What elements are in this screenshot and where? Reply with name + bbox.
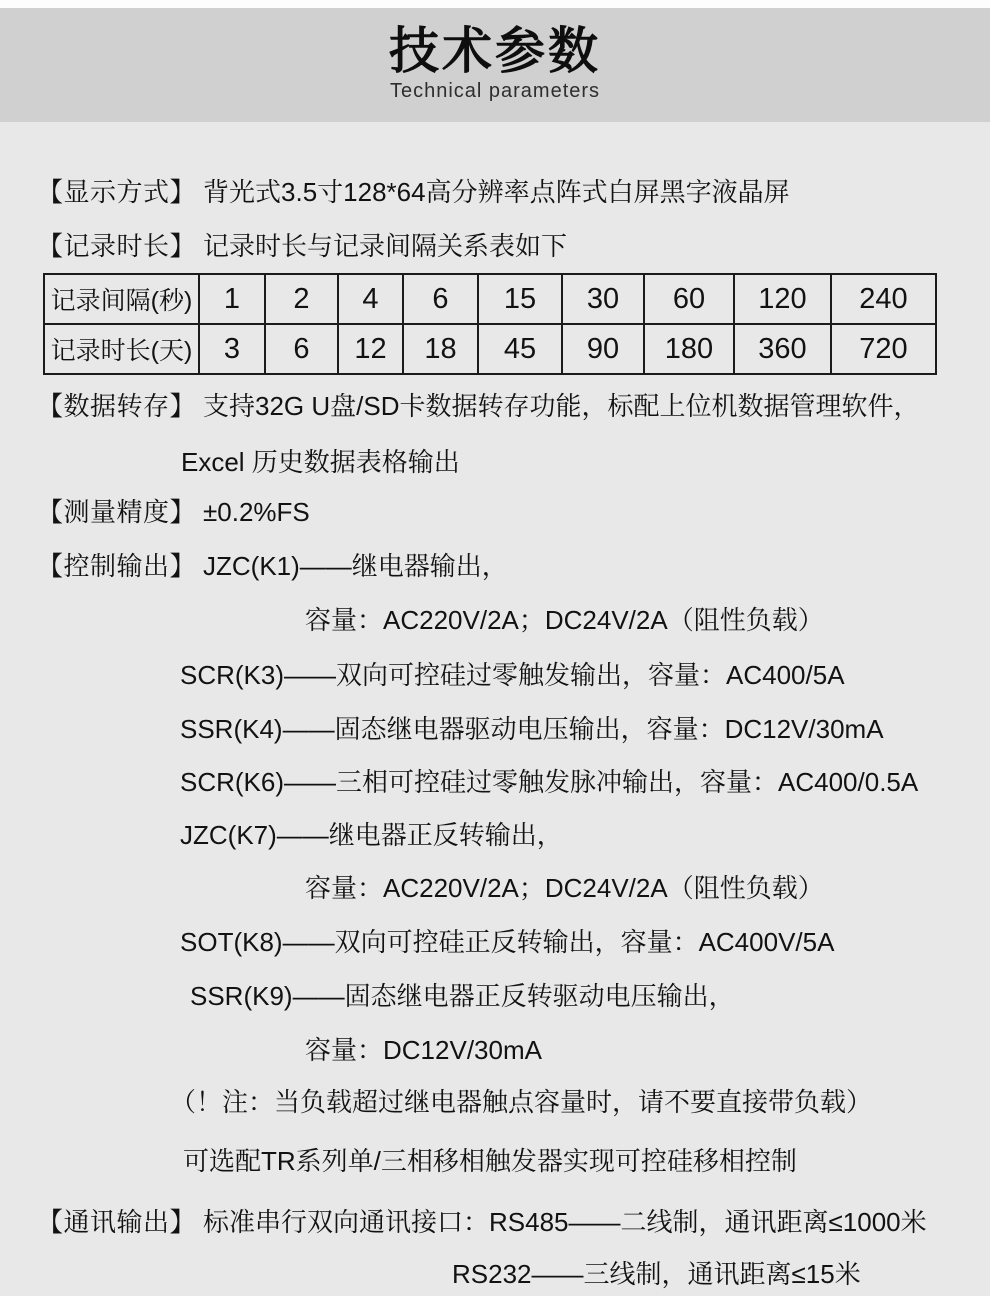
table-row-interval: [44, 274, 936, 324]
spec-control-output: [37, 552, 508, 582]
duration-cell: 45: [478, 324, 562, 374]
page-subtitle: Technical parameters: [389, 80, 601, 102]
control-k9-line: SSR(K9)——固态继电器正反转驱动电压输出，: [190, 981, 735, 1011]
control-k7-capacity: 容量：AC220V/2A；DC24V/2A（阻性负载）: [305, 873, 824, 903]
control-load-note: （！注：当负载超过继电器触点容量时，请不要直接带负载）: [170, 1087, 873, 1117]
control-optional-tr: 可选配TR系列单/三相移相触发器实现可控硅移相控制: [183, 1146, 797, 1176]
spec-accuracy-text: ±0.2%FS: [203, 497, 310, 527]
spec-control-label: 【控制输出】: [37, 551, 197, 581]
control-k4-line: SSR(K4)——固态继电器驱动电压输出，容量：DC12V/30mA: [180, 714, 884, 744]
duration-cell: 3: [199, 324, 265, 374]
duration-cell: 180: [644, 324, 734, 374]
table-row-duration: [44, 324, 936, 374]
comm-rs232-line: RS232——三线制，通讯距离≤15米: [452, 1259, 861, 1289]
spec-record-label: 【记录时长】: [37, 231, 197, 261]
spec-transfer-label: 【数据转存】: [37, 391, 197, 421]
interval-cell: 30: [562, 274, 644, 324]
control-k3-line: SCR(K3)——双向可控硅过零触发输出，容量：AC400/5A: [180, 660, 845, 690]
interval-cell: 60: [644, 274, 734, 324]
spec-display-text: 背光式3.5寸128*64高分辨率点阵式白屏黑字液晶屏: [203, 177, 790, 207]
comm-rs485-text: 标准串行双向通讯接口：RS485——二线制，通讯距离≤1000米: [203, 1207, 927, 1237]
spec-display-label: 【显示方式】: [37, 177, 197, 207]
spec-accuracy: [37, 498, 310, 528]
spec-excel-output: Excel 历史数据表格输出: [181, 447, 460, 477]
interval-cell: 2: [265, 274, 338, 324]
spec-comm-output: [37, 1208, 927, 1238]
control-k6-line: SCR(K6)——三相可控硅过零触发脉冲输出，容量：AC400/0.5A: [180, 767, 919, 797]
spec-comm-label: 【通讯输出】: [37, 1207, 197, 1237]
row-header-cell: 记录间隔(秒): [44, 274, 199, 324]
interval-cell: 4: [338, 274, 403, 324]
spec-record-text: 记录时长与记录间隔关系表如下: [203, 231, 568, 261]
control-k9-capacity: 容量：DC12V/30mA: [305, 1035, 542, 1065]
row-header-cell: 记录时长(天): [44, 324, 199, 374]
page-title: 技术参数: [389, 23, 601, 79]
spec-data-transfer: [37, 392, 920, 422]
top-white-strip: [0, 0, 990, 8]
duration-cell: 360: [734, 324, 831, 374]
duration-cell: 18: [403, 324, 478, 374]
duration-cell: 6: [265, 324, 338, 374]
header-banner: [0, 8, 990, 122]
spec-accuracy-label: 【测量精度】: [37, 497, 197, 527]
control-k8-line: SOT(K8)——双向可控硅正反转输出，容量：AC400V/5A: [180, 927, 835, 957]
duration-cell: 720: [831, 324, 936, 374]
control-k1-capacity: 容量：AC220V/2A；DC24V/2A（阻性负载）: [305, 605, 824, 635]
spec-record-duration: [37, 232, 567, 262]
control-k7-line: JZC(K7)——继电器正反转输出，: [180, 820, 563, 850]
interval-cell: 1: [199, 274, 265, 324]
spec-display-mode: [37, 178, 790, 208]
interval-cell: 6: [403, 274, 478, 324]
record-interval-table: [43, 273, 937, 375]
interval-cell: 240: [831, 274, 936, 324]
control-k1-text: JZC(K1)——继电器输出，: [203, 551, 508, 581]
interval-cell: 15: [478, 274, 562, 324]
interval-cell: 120: [734, 274, 831, 324]
duration-cell: 12: [338, 324, 403, 374]
duration-cell: 90: [562, 324, 644, 374]
spec-transfer-text: 支持32G U盘/SD卡数据转存功能，标配上位机数据管理软件，: [203, 391, 920, 421]
